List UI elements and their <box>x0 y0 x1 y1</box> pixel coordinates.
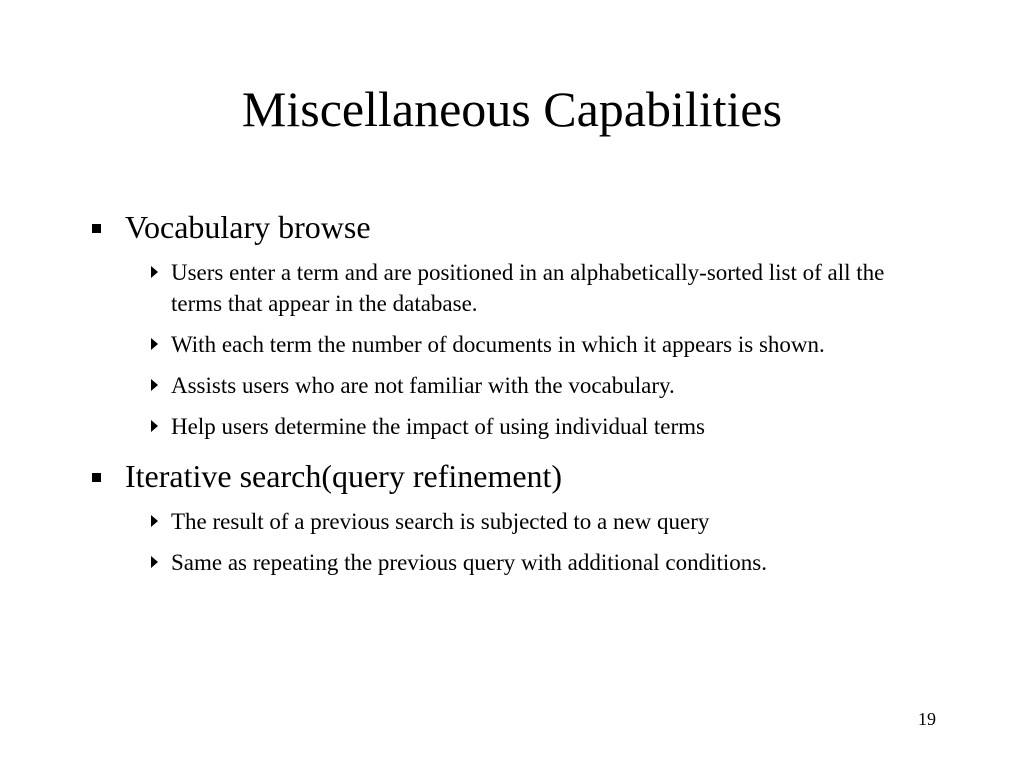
sub-bullet-list <box>125 506 928 578</box>
sub-bullet-item <box>125 506 928 537</box>
bullet-item <box>88 205 928 442</box>
sub-bullet-text: Users enter a term and are positioned in an alphabetically-sorted list of all the terms that appear in the database. <box>171 260 885 316</box>
sub-bullet-item <box>125 547 928 578</box>
square-bullet-icon <box>92 224 101 233</box>
bullet-text: Iterative search(query refinement) <box>125 458 563 494</box>
sub-bullet-item <box>125 329 928 360</box>
sub-bullet-list <box>125 257 928 442</box>
triangle-bullet-icon <box>151 379 158 391</box>
slide-title: Miscellaneous Capabilities <box>241 81 783 137</box>
triangle-bullet-icon <box>151 515 158 527</box>
triangle-bullet-icon <box>151 338 158 350</box>
sub-bullet-text: Help users determine the impact of using individual terms <box>171 414 705 439</box>
sub-bullet-text: Same as repeating the previous query with additional conditions. <box>171 550 767 575</box>
triangle-bullet-icon <box>151 556 158 568</box>
bullet-item <box>88 454 928 578</box>
bullet-text: Vocabulary browse <box>125 209 371 245</box>
sub-bullet-item <box>125 370 928 401</box>
square-bullet-icon <box>92 473 101 482</box>
sub-bullet-item <box>125 257 928 319</box>
sub-bullet-text: With each term the number of documents in which it appears is shown. <box>171 332 825 357</box>
slide-content <box>88 205 928 588</box>
page-number: 19 <box>918 709 936 729</box>
triangle-bullet-icon <box>151 266 158 278</box>
sub-bullet-text: Assists users who are not familiar with the vocabulary. <box>171 373 675 398</box>
triangle-bullet-icon <box>151 420 158 432</box>
sub-bullet-item <box>125 411 928 442</box>
sub-bullet-text: The result of a previous search is subjected to a new query <box>171 509 710 534</box>
